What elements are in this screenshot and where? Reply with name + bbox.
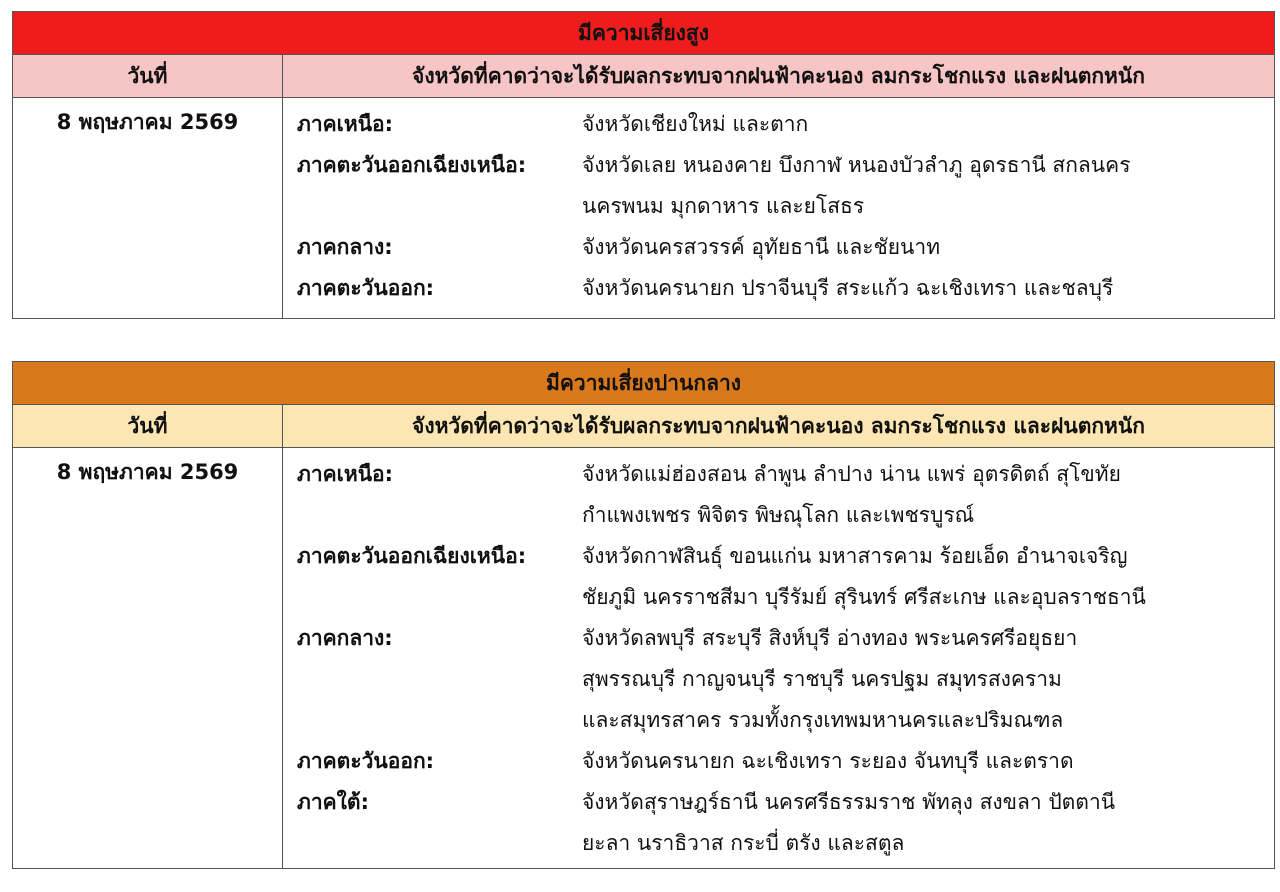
region-provinces: จังหวัดนครสวรรค์ อุทัยธานี และชัยนาท <box>582 235 941 259</box>
column-header-provinces: จังหวัดที่คาดว่าจะได้รับผลกระทบจากฝนฟ้าคะนอง ลมกระโชกแรง และฝนตกหนัก <box>283 405 1275 448</box>
region-provinces: จังหวัดแม่ฮ่องสอน ลำพูน ลำปาง น่าน แพร่ อุตรดิตถ์ สุโขทัย กำแพงเพชร พิจิตร พิษณุโลก และเพชรบูรณ์ <box>582 462 1121 527</box>
region-row-north <box>297 104 1260 145</box>
region-row-south <box>297 782 1260 864</box>
column-header-date: วันที่ <box>13 55 283 98</box>
date-cell: 8 พฤษภาคม 2569 <box>13 98 283 319</box>
regions-cell <box>283 98 1275 319</box>
region-provinces: จังหวัดนครนายก ฉะเชิงเทรา ระยอง จันทบุรี และตราด <box>582 749 1074 773</box>
section-title: มีความเสี่ยงสูง <box>13 12 1275 55</box>
region-provinces: จังหวัดลพบุรี สระบุรี สิงห์บุรี อ่างทอง พระนครศรีอยุธยา สุพรรณบุรี กาญจนบุรี ราชบุรี นครปฐม สมุทรสงคราม และสมุทรสาคร รวมทั้งกรุงเทพมหานครและปริมณฑล <box>582 626 1078 732</box>
region-name: ภาคตะวันออกเฉียงเหนือ: <box>297 153 527 177</box>
region-row-northeast <box>297 536 1260 618</box>
region-provinces: จังหวัดสุราษฎร์ธานี นครศรีธรรมราช พัทลุง สงขลา ปัตตานี ยะลา นราธิวาส กระบี่ ตรัง และสตูล <box>582 790 1116 855</box>
column-header-date: วันที่ <box>13 405 283 448</box>
high-risk-table <box>12 11 1275 319</box>
region-name: ภาคกลาง: <box>297 626 393 650</box>
region-name: ภาคตะวันออก: <box>297 749 435 773</box>
region-provinces: จังหวัดเลย หนองคาย บึงกาฬ หนองบัวลำภู อุดรธานี สกลนคร นครพนม มุกดาหาร และยโสธร <box>582 153 1131 218</box>
region-row-central <box>297 618 1260 741</box>
region-row-central <box>297 227 1260 268</box>
region-row-east <box>297 268 1260 309</box>
region-row-northeast <box>297 145 1260 227</box>
region-row-east <box>297 741 1260 782</box>
date-cell: 8 พฤษภาคม 2569 <box>13 448 283 869</box>
column-header-provinces: จังหวัดที่คาดว่าจะได้รับผลกระทบจากฝนฟ้าคะนอง ลมกระโชกแรง และฝนตกหนัก <box>283 55 1275 98</box>
region-provinces: จังหวัดกาฬสินธุ์ ขอนแก่น มหาสารคาม ร้อยเอ็ด อำนาจเจริญ ชัยภูมิ นครราชสีมา บุรีรัมย์ สุรินทร์ ศรีสะเกษ และอุบลราชธานี <box>582 544 1146 609</box>
regions-cell <box>283 448 1275 869</box>
region-name: ภาคกลาง: <box>297 235 393 259</box>
region-row-north <box>297 454 1260 536</box>
medium-risk-table <box>12 361 1275 869</box>
region-provinces: จังหวัดนครนายก ปราจีนบุรี สระแก้ว ฉะเชิงเทรา และชลบุรี <box>582 276 1114 300</box>
region-name: ภาคใต้: <box>297 790 369 814</box>
region-name: ภาคเหนือ: <box>297 462 394 486</box>
region-provinces: จังหวัดเชียงใหม่ และตาก <box>582 112 809 136</box>
region-name: ภาคตะวันออก: <box>297 276 435 300</box>
section-title: มีความเสี่ยงปานกลาง <box>13 362 1275 405</box>
region-name: ภาคตะวันออกเฉียงเหนือ: <box>297 544 527 568</box>
region-name: ภาคเหนือ: <box>297 112 394 136</box>
